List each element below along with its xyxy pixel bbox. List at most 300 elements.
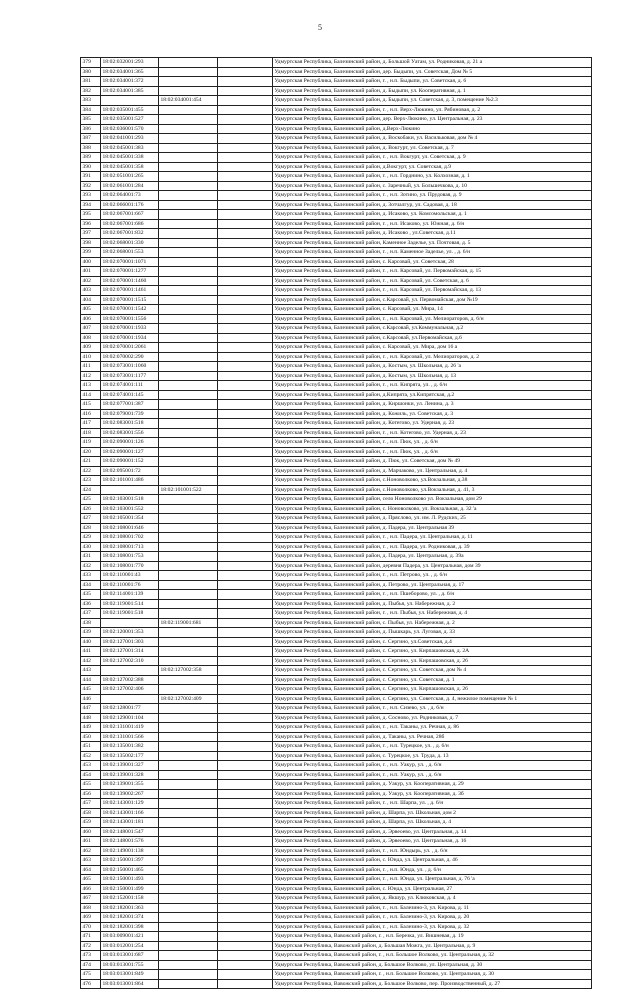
table-row — [81, 970, 592, 980]
empty-cell — [218, 219, 273, 229]
prior-cadastral-number-cell — [159, 466, 218, 476]
address-cell: Удмуртская Республика, Балезинский район, г. , н.п. Горднино, ул. Колхозная, д. 1 — [273, 172, 592, 182]
prior-cadastral-number-cell — [159, 599, 218, 609]
row-number-cell: 439 — [81, 628, 101, 638]
table-row — [81, 913, 592, 923]
table-row — [81, 542, 592, 552]
cadastral-number-cell: 18:02:070001:1933 — [101, 324, 159, 334]
empty-cell — [218, 143, 273, 153]
prior-cadastral-number-cell — [159, 552, 218, 562]
prior-cadastral-number-cell — [159, 219, 218, 229]
address-cell: Удмуртская Республика, Вавожский район, д. Большое Волково, ул. Центральная, д. 30 — [273, 960, 592, 970]
address-cell: Удмуртская Республика, Балезинский район, с.Карсовай, ул.Коммунальная, д.2 — [273, 324, 592, 334]
empty-cell — [218, 67, 273, 77]
cadastral-number-cell: 18:03:013001:864 — [101, 979, 159, 989]
address-cell: Удмуртская Республика, Балезинский район, с. Турецкое, ул. Труда, д. 13 — [273, 751, 592, 761]
empty-cell — [218, 723, 273, 733]
row-number-cell: 435 — [81, 590, 101, 600]
table-row — [81, 685, 592, 695]
address-cell: Удмуртская Республика, Балезинский район, д. Вокгурт, ул. Советская, д. 7 — [273, 143, 592, 153]
address-cell: Удмуртская Республика, Балезинский район, д.Кипрята, ул.Кипрятская, д.2 — [273, 390, 592, 400]
empty-cell — [218, 637, 273, 647]
address-cell: Удмуртская Республика, Балезинский район, д.Верх-Люкино — [273, 124, 592, 134]
table-row — [81, 761, 592, 771]
prior-cadastral-number-cell — [159, 913, 218, 923]
address-cell: Удмуртская Республика, Балезинский район, д. Уакур, ул. Кооперативная, д. 29 — [273, 780, 592, 790]
prior-cadastral-number-cell — [159, 770, 218, 780]
empty-cell — [218, 504, 273, 514]
address-cell: Удмуртская Республика, Балезинский район, д. Пыбья, ул. Набережная, д. 2 — [273, 599, 592, 609]
address-cell: Удмуртская Республика, Балезинский район, г. , н.п. Карсовай, ул. Первомайская, д. 13 — [273, 286, 592, 296]
address-cell: Удмуртская Республика, Балезинский район, с. Карсовай, ул. Мира, дом 16 а — [273, 343, 592, 353]
row-number-cell: 447 — [81, 704, 101, 714]
address-cell: Удмуртская Республика, Балезинский район, д. Быдыпи, ул. Советская, д. 3, помещение №2.3 — [273, 96, 592, 106]
row-number-cell: 389 — [81, 153, 101, 163]
address-cell: Удмуртская Республика, Балезинский район, г. , н.п. Зотино, ул. Прудовая, д. 9 — [273, 191, 592, 201]
row-number-cell: 380 — [81, 67, 101, 77]
table-row — [81, 884, 592, 894]
row-number-cell: 391 — [81, 172, 101, 182]
empty-cell — [218, 656, 273, 666]
cadastral-number-cell: 18:02:070001:1515 — [101, 295, 159, 305]
cadastral-number-cell: 18:02:127001:314 — [101, 647, 159, 657]
empty-cell — [218, 913, 273, 923]
address-cell: Удмуртская Республика, Балезинский район, с. Карсовай, ул. Мира, 14 — [273, 305, 592, 315]
row-number-cell: 411 — [81, 362, 101, 372]
table-row — [81, 276, 592, 286]
table-row — [81, 856, 592, 866]
table-row — [81, 191, 592, 201]
empty-cell — [218, 257, 273, 267]
address-cell: Удмуртская Республика, Балезинский район, д. Марчаково, ул. Центральная, д. 4 — [273, 466, 592, 476]
address-cell: Удмуртская Республика, Балезинский район, д. Пряслово, ул. им. Л. Рудских, 25 — [273, 514, 592, 524]
cadastral-number-cell: 18:02:143001:129 — [101, 799, 159, 809]
address-cell: Удмуртская Республика, Балезинский район, деревня Падера, ул. Центральная, дом 39 — [273, 561, 592, 571]
registry-table — [80, 57, 592, 989]
address-cell: Удмуртская Республика, Балезинский район, д. Якшур, ул. Клюковская, д. 4 — [273, 894, 592, 904]
table-row — [81, 951, 592, 961]
row-number-cell: 419 — [81, 438, 101, 448]
address-cell: Удмуртская Республика, Балезинский район, г. , н.п. Балезино-3, ул. Кирова, д. 11 — [273, 903, 592, 913]
address-cell: Удмуртская Республика, Балезинский район, д. Эрвеоево, ул. Центральная, д. 16 — [273, 837, 592, 847]
prior-cadastral-number-cell — [159, 713, 218, 723]
prior-cadastral-number-cell — [159, 276, 218, 286]
empty-cell — [218, 181, 273, 191]
prior-cadastral-number-cell — [159, 951, 218, 961]
prior-cadastral-number-cell — [159, 533, 218, 543]
address-cell: Удмуртская Республика, Балезинский район, д. Падера, ул. Центральная, д. 39а — [273, 552, 592, 562]
table-row — [81, 799, 592, 809]
prior-cadastral-number-cell — [159, 590, 218, 600]
address-cell: Удмуртская Республика, Балезинский район, с.Карсовай, ул. Первомайская, дом №19 — [273, 295, 592, 305]
empty-cell — [218, 485, 273, 495]
empty-cell — [218, 827, 273, 837]
address-cell: Удмуртская Республика, Балезинский район, г. , н.п. Пюк, ул. , д. 6/н — [273, 447, 592, 457]
prior-cadastral-number-cell — [159, 400, 218, 410]
empty-cell — [218, 903, 273, 913]
row-number-cell: 399 — [81, 248, 101, 258]
table-row — [81, 371, 592, 381]
table-row — [81, 457, 592, 467]
cadastral-number-cell: 18:02:150001:499 — [101, 884, 159, 894]
empty-cell — [218, 409, 273, 419]
cadastral-number-cell: 18:02:083001:518 — [101, 419, 159, 429]
row-number-cell: 437 — [81, 609, 101, 619]
table-row — [81, 865, 592, 875]
prior-cadastral-number-cell — [159, 381, 218, 391]
address-cell: Удмуртская Республика, Балезинский район, с. Сергино, ул. Кирпашовская, д. 26 — [273, 685, 592, 695]
cadastral-number-cell: 18:02:068001:330 — [101, 238, 159, 248]
empty-cell — [218, 533, 273, 543]
empty-cell — [218, 419, 273, 429]
cadastral-number-cell: 18:02:070001:1461 — [101, 286, 159, 296]
row-number-cell: 473 — [81, 951, 101, 961]
empty-cell — [218, 808, 273, 818]
cadastral-number-cell: 18:02:034001:372 — [101, 77, 159, 87]
prior-cadastral-number-cell — [159, 115, 218, 125]
empty-cell — [218, 713, 273, 723]
address-cell: Удмуртская Республика, Балезинский район, д. Котегово, ул. Удерная, д. 23 — [273, 419, 592, 429]
prior-cadastral-number-cell — [159, 105, 218, 115]
empty-cell — [218, 162, 273, 172]
table-row — [81, 514, 592, 524]
empty-cell — [218, 400, 273, 410]
cadastral-number-cell: 18:02:108001:646 — [101, 523, 159, 533]
empty-cell — [218, 172, 273, 182]
prior-cadastral-number-cell — [159, 305, 218, 315]
table-row — [81, 428, 592, 438]
cadastral-number-cell: 18:02:032001:293 — [101, 58, 159, 68]
row-number-cell: 444 — [81, 675, 101, 685]
empty-cell — [218, 552, 273, 562]
address-cell: Удмуртская Республика, Балезинский район, д. Большой Уатам, ул. Родниковая, д. 21 а — [273, 58, 592, 68]
empty-cell — [218, 96, 273, 106]
prior-cadastral-number-cell — [159, 333, 218, 343]
table-row — [81, 466, 592, 476]
empty-cell — [218, 115, 273, 125]
cadastral-number-cell: 18:02:070001:2061 — [101, 343, 159, 353]
address-cell: Удмуртская Республика, Балезинский район, г. , н.п. Быдыпи, ул. Советская, д. 6 — [273, 77, 592, 87]
cadastral-number-cell — [101, 96, 159, 106]
table-row — [81, 732, 592, 742]
cadastral-number-cell: 18:02:105001:354 — [101, 514, 159, 524]
table-row — [81, 447, 592, 457]
empty-cell — [218, 324, 273, 334]
table-row — [81, 219, 592, 229]
row-number-cell: 394 — [81, 200, 101, 210]
prior-cadastral-number-cell — [159, 856, 218, 866]
address-cell: Удмуртская Республика, Балезинский район, г. , н.п. Верх-Люкино, ул. Рябиновая, д. 2 — [273, 105, 592, 115]
prior-cadastral-number-cell — [159, 894, 218, 904]
prior-cadastral-number-cell — [159, 732, 218, 742]
prior-cadastral-number-cell — [159, 960, 218, 970]
cadastral-number-cell: 18:02:127001:303 — [101, 637, 159, 647]
address-cell: Удмуртская Республика, Балезинский район, с. Сергино, ул. Кирпашовская, д. 26 — [273, 656, 592, 666]
prior-cadastral-number-cell — [159, 238, 218, 248]
table-row — [81, 694, 592, 704]
address-cell: Удмуртская Республика, Балезинский район, г. , н.п. Юнда, ул. , д. 6/н — [273, 865, 592, 875]
empty-cell — [218, 390, 273, 400]
row-number-cell: 397 — [81, 229, 101, 239]
row-number-cell: 469 — [81, 913, 101, 923]
row-number-cell: 470 — [81, 922, 101, 932]
table-row — [81, 295, 592, 305]
prior-cadastral-number-cell — [159, 637, 218, 647]
row-number-cell: 423 — [81, 476, 101, 486]
address-cell: Удмуртская Республика, Балезинский район, д. Эрвеоево, ул. Центральная, д. 14 — [273, 827, 592, 837]
address-cell: Удмуртская Республика, Балезинский район, г. , н.п. Юнда, ул. Центральная, д. 76 'а — [273, 875, 592, 885]
prior-cadastral-number-cell — [159, 314, 218, 324]
row-number-cell: 398 — [81, 238, 101, 248]
cadastral-number-cell: 18:02:149001:138 — [101, 846, 159, 856]
empty-cell — [218, 647, 273, 657]
table-row — [81, 86, 592, 96]
cadastral-number-cell: 18:02:119001:518 — [101, 609, 159, 619]
table-row — [81, 229, 592, 239]
table-row — [81, 675, 592, 685]
address-cell: Удмуртская Республика, Балезинский район, г. , н.п. Таканы, ул. Речная, д. 86 — [273, 723, 592, 733]
cadastral-number-cell: 18:02:127002:310 — [101, 656, 159, 666]
table-row — [81, 438, 592, 448]
row-number-cell: 401 — [81, 267, 101, 277]
table-row — [81, 894, 592, 904]
empty-cell — [218, 438, 273, 448]
empty-cell — [218, 875, 273, 885]
table-row — [81, 704, 592, 714]
cadastral-number-cell: 18:02:064001:73 — [101, 191, 159, 201]
row-number-cell: 412 — [81, 371, 101, 381]
cadastral-number-cell: 18:02:090001:127 — [101, 447, 159, 457]
table-row — [81, 666, 592, 676]
empty-cell — [218, 457, 273, 467]
address-cell: Удмуртская Республика, Балезинский район, д. Исаково , ул.Советская, д.11 — [273, 229, 592, 239]
empty-cell — [218, 466, 273, 476]
cadastral-number-cell: 18:02:182001:363 — [101, 903, 159, 913]
row-number-cell: 393 — [81, 191, 101, 201]
row-number-cell: 424 — [81, 485, 101, 495]
empty-cell — [218, 704, 273, 714]
prior-cadastral-number-cell — [159, 609, 218, 619]
row-number-cell: 387 — [81, 134, 101, 144]
row-number-cell: 460 — [81, 827, 101, 837]
cadastral-number-cell: 18:03:009001:421 — [101, 932, 159, 942]
empty-cell — [218, 951, 273, 961]
table-row — [81, 590, 592, 600]
row-number-cell: 433 — [81, 571, 101, 581]
row-number-cell: 381 — [81, 77, 101, 87]
row-number-cell: 392 — [81, 181, 101, 191]
table-row — [81, 922, 592, 932]
table-row — [81, 238, 592, 248]
cadastral-number-cell: 18:02:108001:702 — [101, 533, 159, 543]
cadastral-number-cell: 18:02:110001:76 — [101, 580, 159, 590]
empty-cell — [218, 229, 273, 239]
row-number-cell: 404 — [81, 295, 101, 305]
cadastral-number-cell: 18:02:083001:556 — [101, 428, 159, 438]
prior-cadastral-number-cell — [159, 504, 218, 514]
prior-cadastral-number-cell — [159, 352, 218, 362]
row-number-cell: 457 — [81, 799, 101, 809]
empty-cell — [218, 837, 273, 847]
cadastral-number-cell: 18:02:068001:553 — [101, 248, 159, 258]
empty-cell — [218, 343, 273, 353]
cadastral-number-cell: 18:02:095001:72 — [101, 466, 159, 476]
prior-cadastral-number-cell: 18:02:119001:681 — [159, 618, 218, 628]
empty-cell — [218, 476, 273, 486]
empty-cell — [218, 675, 273, 685]
empty-cell — [218, 571, 273, 581]
prior-cadastral-number-cell — [159, 571, 218, 581]
cadastral-number-cell — [101, 694, 159, 704]
cadastral-number-cell: 18:02:120001:353 — [101, 628, 159, 638]
table-row — [81, 552, 592, 562]
prior-cadastral-number-cell: 18:02:127002:409 — [159, 694, 218, 704]
empty-cell — [218, 542, 273, 552]
row-number-cell: 459 — [81, 818, 101, 828]
empty-cell — [218, 523, 273, 533]
table-row — [81, 580, 592, 590]
table-row — [81, 153, 592, 163]
cadastral-number-cell: 18:02:127002:388 — [101, 675, 159, 685]
row-number-cell: 472 — [81, 941, 101, 951]
row-number-cell: 432 — [81, 561, 101, 571]
table-row — [81, 780, 592, 790]
prior-cadastral-number-cell — [159, 476, 218, 486]
cadastral-number-cell: 18:02:070002:290 — [101, 352, 159, 362]
table-row — [81, 837, 592, 847]
address-cell: Удмуртская Республика, Балезинский район, г. , н.п. Балезино-3, ул. Кирова, д. 20 — [273, 913, 592, 923]
empty-cell — [218, 751, 273, 761]
cadastral-number-cell: 18:02:067001:667 — [101, 210, 159, 220]
empty-cell — [218, 865, 273, 875]
row-number-cell: 476 — [81, 979, 101, 989]
cadastral-number-cell: 18:02:135002:177 — [101, 751, 159, 761]
empty-cell — [218, 495, 273, 505]
cadastral-number-cell: 18:02:152001:158 — [101, 894, 159, 904]
address-cell: Удмуртская Республика, Балезинский район, с. Юнда, ул. Центральная, д. 46 — [273, 856, 592, 866]
empty-cell — [218, 267, 273, 277]
row-number-cell: 468 — [81, 903, 101, 913]
row-number-cell: 440 — [81, 637, 101, 647]
cadastral-number-cell: 18:02:036001:570 — [101, 124, 159, 134]
cadastral-number-cell: 18:02:150001:465 — [101, 865, 159, 875]
prior-cadastral-number-cell — [159, 979, 218, 989]
prior-cadastral-number-cell — [159, 656, 218, 666]
cadastral-number-cell: 18:02:101001:486 — [101, 476, 159, 486]
prior-cadastral-number-cell — [159, 580, 218, 590]
row-number-cell: 416 — [81, 409, 101, 419]
prior-cadastral-number-cell — [159, 789, 218, 799]
cadastral-number-cell: 18:02:034001:385 — [101, 86, 159, 96]
address-cell: Удмуртская Республика, Балезинский район, г. , н.п. Каменное Заделье, ул. , д. 6/н — [273, 248, 592, 258]
address-cell: Удмуртская Республика, Балезинский район, г. , н.п. Пшеборово, ул. , д. 6/н — [273, 590, 592, 600]
table-row — [81, 286, 592, 296]
address-cell: Удмуртская Республика, Балезинский район, г. , н.п. Падера, ул. Центральная, д. 11 — [273, 533, 592, 543]
table-row — [81, 960, 592, 970]
table-row — [81, 476, 592, 486]
prior-cadastral-number-cell — [159, 628, 218, 638]
cadastral-number-cell: 18:02:119001:514 — [101, 599, 159, 609]
empty-cell — [218, 732, 273, 742]
prior-cadastral-number-cell — [159, 371, 218, 381]
address-cell: Удмуртская Республика, Балезинский район, г. , н.п. Пюк, ул. , д. 6/н — [273, 438, 592, 448]
cadastral-number-cell: 18:02:129001:104 — [101, 713, 159, 723]
address-cell: Удмуртская Республика, Балезинский район, д. Зотчалгур, ул. Садовая, д. 18 — [273, 200, 592, 210]
prior-cadastral-number-cell — [159, 495, 218, 505]
empty-cell — [218, 694, 273, 704]
table-row — [81, 504, 592, 514]
address-cell: Удмуртская Республика, Балезинский район, с. Сергино, ул.Советская, д.4 — [273, 637, 592, 647]
table-row — [81, 609, 592, 619]
prior-cadastral-number-cell: 18:02:101001:522 — [159, 485, 218, 495]
prior-cadastral-number-cell — [159, 742, 218, 752]
table-row — [81, 333, 592, 343]
cadastral-number-cell — [101, 485, 159, 495]
address-cell: Удмуртская Республика, Балезинский район, д. Падера, ул. Центральная 39 — [273, 523, 592, 533]
empty-cell — [218, 780, 273, 790]
table-row — [81, 58, 592, 68]
cadastral-number-cell: 18:02:045001:338 — [101, 153, 159, 163]
table-row — [81, 362, 592, 372]
address-cell: Удмуртская Республика, Балезинский район, г. , н.п. Балезино-3, ул. Кирова, д. 32 — [273, 922, 592, 932]
prior-cadastral-number-cell — [159, 447, 218, 457]
address-cell: Удмуртская Республика, Балезинский район, д. Петрово, ул. Центральная, д. 17 — [273, 580, 592, 590]
table-row — [81, 248, 592, 258]
row-number-cell: 408 — [81, 333, 101, 343]
address-cell: Удмуртская Республика, Балезинский район, д. Шарпа, ул. Школьная, дом 2 — [273, 808, 592, 818]
cadastral-number-cell: 18:02:090001:152 — [101, 457, 159, 467]
empty-cell — [218, 628, 273, 638]
prior-cadastral-number-cell — [159, 428, 218, 438]
prior-cadastral-number-cell — [159, 685, 218, 695]
row-number-cell: 414 — [81, 390, 101, 400]
row-number-cell: 474 — [81, 960, 101, 970]
prior-cadastral-number-cell — [159, 818, 218, 828]
prior-cadastral-number-cell — [159, 865, 218, 875]
row-number-cell: 421 — [81, 457, 101, 467]
cadastral-number-cell: 18:02:066001:176 — [101, 200, 159, 210]
prior-cadastral-number-cell — [159, 542, 218, 552]
prior-cadastral-number-cell — [159, 799, 218, 809]
prior-cadastral-number-cell — [159, 438, 218, 448]
cadastral-number-cell: 18:03:013001:687 — [101, 951, 159, 961]
cadastral-number-cell: 18:02:074001:111 — [101, 381, 159, 391]
prior-cadastral-number-cell — [159, 343, 218, 353]
table-row — [81, 618, 592, 628]
prior-cadastral-number-cell — [159, 181, 218, 191]
empty-cell — [218, 200, 273, 210]
address-cell: Удмуртская Республика, Балезинский район, с.Ноноволково, ул.Вокзальная, д. 41, 3 — [273, 485, 592, 495]
table-row — [81, 381, 592, 391]
prior-cadastral-number-cell — [159, 67, 218, 77]
empty-cell — [218, 124, 273, 134]
cadastral-number-cell: 18:03:013001:849 — [101, 970, 159, 980]
address-cell: Удмуртская Республика, Балезинский район, д. Пышкарь, ул. Луговая, д. 33 — [273, 628, 592, 638]
table-row — [81, 210, 592, 220]
prior-cadastral-number-cell — [159, 324, 218, 334]
row-number-cell: 438 — [81, 618, 101, 628]
address-cell: Удмуртская Республика, Балезинский район, д. Сосново, ул. Родниковая, д. 7 — [273, 713, 592, 723]
row-number-cell: 406 — [81, 314, 101, 324]
table-row — [81, 134, 592, 144]
table-row — [81, 713, 592, 723]
prior-cadastral-number-cell — [159, 941, 218, 951]
prior-cadastral-number-cell — [159, 248, 218, 258]
cadastral-number-cell: 18:02:139001:355 — [101, 780, 159, 790]
table-row — [81, 903, 592, 913]
row-number-cell: 422 — [81, 466, 101, 476]
prior-cadastral-number-cell — [159, 267, 218, 277]
